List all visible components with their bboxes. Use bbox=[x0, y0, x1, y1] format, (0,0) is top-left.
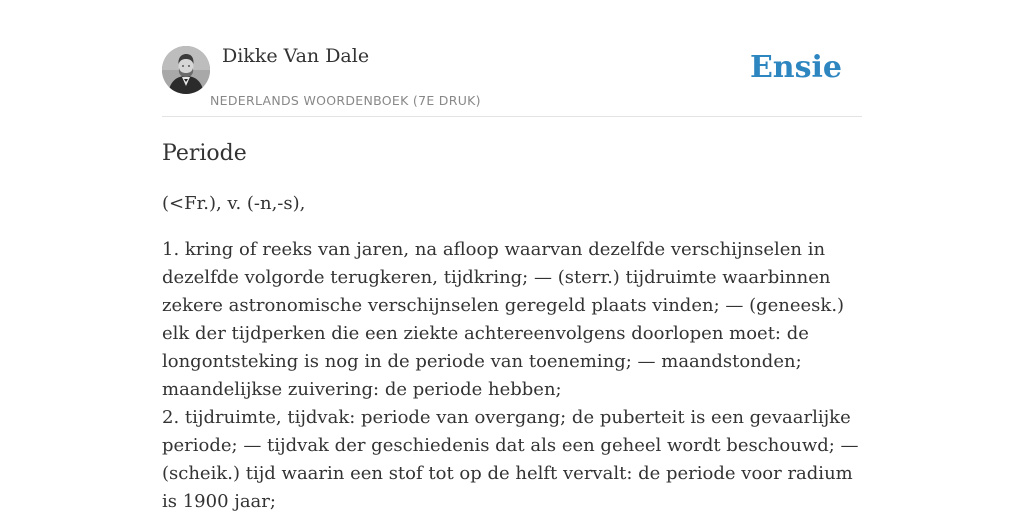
definition-2: 2. tijdruimte, tijdvak: periode van overgang; de puberteit is een gevaarlijke periode; — tijdvak der geschiedenis dat als een geheel wordt beschouwd; — (scheik.) tijd waarin een stof tot op de helft vervalt: de periode voor radium is 1900 jaar; bbox=[162, 407, 859, 512]
entry-content bbox=[162, 138, 862, 512]
portrait-image bbox=[162, 46, 210, 94]
dictionary-name[interactable]: NEDERLANDS WOORDENBOEK (7E DRUK) bbox=[210, 93, 481, 108]
entry-grammar: (<Fr.), v. (-n,-s), bbox=[162, 193, 306, 214]
author-name[interactable]: Dikke Van Dale bbox=[222, 45, 370, 67]
author-avatar bbox=[162, 46, 210, 94]
definition-1: 1. kring of reeks van jaren, na afloop waarvan dezelfde verschijnselen in dezelfde volgorde terugkeren, tijdkring; — (sterr.) tijdruimte waarbinnen zekere astronomische verschijnselen geregeld plaats vinden; — (geneesk.) elk der tijdperken die een ziekte achtereenvolgens doorlopen moet: de longontsteking is nog in de periode van toeneming; — maandstonden; maandelijkse zuivering: de periode hebben; bbox=[162, 239, 845, 400]
entry-header bbox=[162, 0, 862, 117]
ensie-logo-link[interactable]: Ensie bbox=[749, 50, 842, 85]
entry-term: Periode bbox=[162, 141, 247, 166]
entry-definitions bbox=[162, 236, 862, 512]
